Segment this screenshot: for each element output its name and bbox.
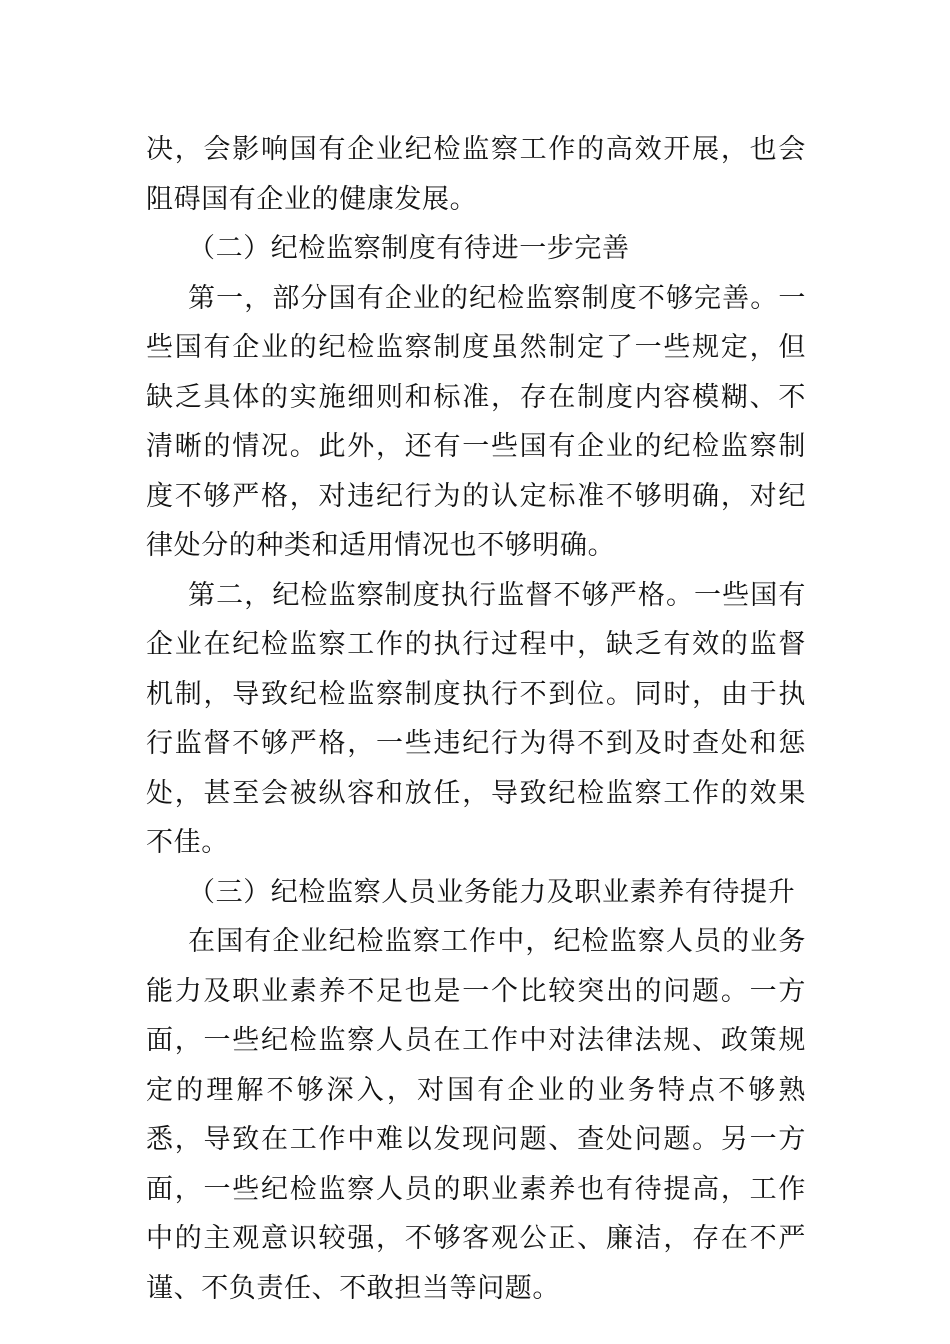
section-heading-2: （二）纪检监察制度有待进一步完善 (188, 233, 630, 264)
continuation-paragraph: 决，会影响国有企业纪检监察工作的高效开展，也会阻碍国有企业的健康发展。 (146, 134, 806, 215)
section-heading-3: （三）纪检监察人员业务能力及职业素养有待提升 (188, 876, 796, 908)
document-body (146, 125, 806, 1313)
body-paragraph-first-point: 第一，部分国有企业的纪检监察制度不够完善。一些国有企业的纪检监察制度虽然制定了一些规定，但缺乏具体的实施细则和标准，存在制度内容模糊、不清晰的情况。此外，还有一些国有企业的纪检监察制度不够严格，对违纪行为的认定标准不够明确，对纪律处分的种类和适用情况也不够明确。 (146, 282, 806, 561)
body-paragraph-personnel: 在国有企业纪检监察工作中，纪检监察人员的业务能力及职业素养不足也是一个比较突出的问题。一方面，一些纪检监察人员在工作中对法律法规、政策规定的理解不够深入，对国有企业的业务特点不够熟悉，导致在工作中难以发现问题、查处问题。另一方面，一些纪检监察人员的职业素养也有待提高，工作中的主观意识较强，不够客观公正、廉洁，存在不严谨、不负责任、不敢担当等问题。 (146, 926, 806, 1304)
body-paragraph-second-point: 第二，纪检监察制度执行监督不够严格。一些国有企业在纪检监察工作的执行过程中，缺乏有效的监督机制，导致纪检监察制度执行不到位。同时，由于执行监督不够严格，一些违纪行为得不到及时查处和惩处，甚至会被纵容和放任，导致纪检监察工作的效果不佳。 (146, 579, 806, 858)
